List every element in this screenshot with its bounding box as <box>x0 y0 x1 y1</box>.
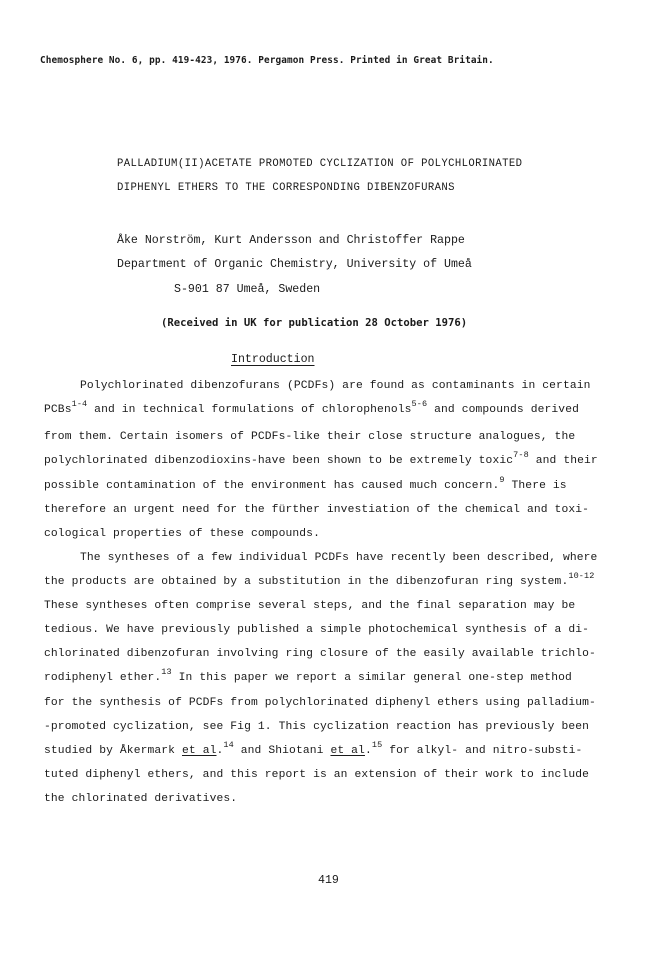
received-date: (Received in UK for publication 28 October 1976) <box>161 317 468 329</box>
paragraph-line: polychlorinated dibenzodioxins-have been shown to be extremely toxic$^{7-8}$ and their <box>44 450 598 467</box>
citation: 7-8 <box>513 450 529 460</box>
citation: 15 <box>371 740 383 750</box>
title-line-1: PALLADIUM(II)ACETATE PROMOTED CYCLIZATION OF POLYCHLORINATED <box>117 158 523 170</box>
journal-header: Chemosphere No. 6, pp. 419-423, 1976. Pergamon Press. Printed in Great Britain. <box>40 55 494 66</box>
paragraph-line: the products are obtained by a substitution in the dibenzofuran ring system.$^{10-12}$ <box>44 571 595 588</box>
page-number: 419 <box>318 874 339 887</box>
paragraph-line: for the synthesis of PCDFs from polychlorinated diphenyl ethers using palladium- <box>44 697 596 709</box>
paragraph-line: tedious. We have previously published a simple photochemical synthesis of a di- <box>44 624 590 636</box>
paragraph-line: rodiphenyl ether.$^{13}$ In this paper we report a similar general one-step method <box>44 667 572 684</box>
authors: Åke Norström, Kurt Andersson and Christoffer Rappe <box>117 234 465 247</box>
et-al: et al <box>182 745 217 757</box>
paragraph-line: cological properties of these compounds. <box>44 528 320 540</box>
paragraph-line: studied by Åkermark et al.$^{14}$ and Shiotani et al.$^{15}$ for alkyl- and nitro-substi- <box>44 740 583 757</box>
citation: 10-12 <box>568 571 595 581</box>
et-al: et al <box>330 745 365 757</box>
affiliation-address: S-901 87 Umeå, Sweden <box>174 283 321 296</box>
citation: 14 <box>223 740 234 750</box>
paragraph-line: possible contamination of the environment has caused much concern.$^9$ There is <box>44 475 567 492</box>
citation: 1-4 <box>71 399 88 409</box>
affiliation-department: Department of Organic Chemistry, University of Umeå <box>117 258 472 271</box>
paragraph-line: the chlorinated derivatives. <box>44 793 238 805</box>
paragraph-line: -promoted cyclization, see Fig 1. This cyclization reaction has previously been <box>44 721 590 733</box>
paragraph-line: from them. Certain isomers of PCDFs-like their close structure analogues, the <box>44 431 576 443</box>
paragraph-line: These syntheses often comprise several steps, and the final separation may be <box>44 600 576 612</box>
paragraph-line: PCBs$^{1-4}$ and in technical formulations of chlorophenols$^{5-6}$ and compounds derived <box>44 399 580 416</box>
paragraph-line: Polychlorinated dibenzofurans (PCDFs) are found as contaminants in certain <box>80 380 591 392</box>
paragraph-line: The syntheses of a few individual PCDFs have recently been described, where <box>80 552 598 564</box>
title-line-2: DIPHENYL ETHERS TO THE CORRESPONDING DIBENZOFURANS <box>117 182 455 194</box>
paragraph-line: tuted diphenyl ethers, and this report is an extension of their work to include <box>44 769 590 781</box>
paragraph-line: therefore an urgent need for the fürther investiation of the chemical and toxi- <box>44 504 590 516</box>
paragraph-line: chlorinated dibenzofuran involving ring closure of the easily available trichlo- <box>44 648 596 660</box>
citation: 9 <box>499 475 505 485</box>
citation: 13 <box>161 667 172 677</box>
section-heading: Introduction <box>231 353 315 366</box>
citation: 5-6 <box>411 399 428 409</box>
